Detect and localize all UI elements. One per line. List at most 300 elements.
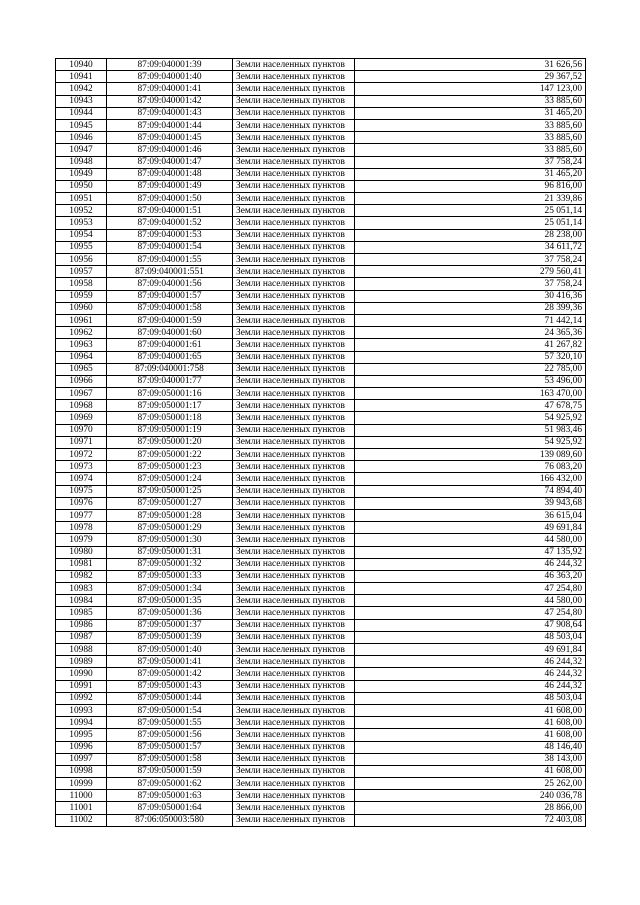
cadastral-number-cell: 87:09:040001:53 — [107, 229, 233, 241]
table-row — [56, 765, 586, 777]
table-row — [56, 607, 586, 619]
table-row — [56, 741, 586, 753]
table-row — [56, 363, 586, 375]
table-row — [56, 132, 586, 144]
cadastral-value-cell: 33 885,60 — [355, 95, 586, 107]
land-category-cell: Земли населенных пунктов — [233, 83, 355, 95]
table-row — [56, 254, 586, 266]
row-number-cell: 10997 — [56, 753, 107, 765]
row-number-cell: 11000 — [56, 790, 107, 802]
cadastral-value-cell: 34 611,72 — [355, 241, 586, 253]
row-number-cell: 10966 — [56, 375, 107, 387]
cadastral-value-cell: 46 244,32 — [355, 656, 586, 668]
land-category-cell: Земли населенных пунктов — [233, 595, 355, 607]
table-row — [56, 558, 586, 570]
cadastral-value-cell: 54 925,92 — [355, 412, 586, 424]
land-category-cell: Земли населенных пунктов — [233, 814, 355, 826]
cadastral-number-cell: 87:09:050001:27 — [107, 497, 233, 509]
land-category-cell: Земли населенных пунктов — [233, 400, 355, 412]
row-number-cell: 10946 — [56, 132, 107, 144]
cadastral-value-cell: 33 885,60 — [355, 119, 586, 131]
cadastral-value-cell: 147 123,00 — [355, 83, 586, 95]
row-number-cell: 10992 — [56, 692, 107, 704]
table-row — [56, 302, 586, 314]
cadastral-number-cell: 87:09:050001:44 — [107, 692, 233, 704]
land-category-cell: Земли населенных пунктов — [233, 753, 355, 765]
row-number-cell: 10970 — [56, 424, 107, 436]
row-number-cell: 10983 — [56, 583, 107, 595]
cadastral-value-cell: 33 885,60 — [355, 132, 586, 144]
table-row — [56, 583, 586, 595]
row-number-cell: 10962 — [56, 327, 107, 339]
table-row — [56, 692, 586, 704]
table-row — [56, 802, 586, 814]
cadastral-number-cell: 87:09:050001:41 — [107, 656, 233, 668]
land-category-cell: Земли населенных пунктов — [233, 534, 355, 546]
cadastral-value-cell: 47 908,64 — [355, 619, 586, 631]
cadastral-number-cell: 87:09:050001:31 — [107, 546, 233, 558]
cadastral-number-cell: 87:09:040001:44 — [107, 119, 233, 131]
land-category-cell: Земли населенных пунктов — [233, 424, 355, 436]
table-row — [56, 412, 586, 424]
row-number-cell: 10951 — [56, 193, 107, 205]
table-row — [56, 656, 586, 668]
land-category-cell: Земли населенных пунктов — [233, 266, 355, 278]
cadastral-value-cell: 41 608,00 — [355, 704, 586, 716]
land-category-cell: Земли населенных пунктов — [233, 729, 355, 741]
table-row — [56, 631, 586, 643]
row-number-cell: 10942 — [56, 83, 107, 95]
cadastral-number-cell: 87:09:050001:32 — [107, 558, 233, 570]
table-row — [56, 644, 586, 656]
cadastral-number-cell: 87:09:040001:48 — [107, 168, 233, 180]
land-category-cell: Земли населенных пунктов — [233, 278, 355, 290]
row-number-cell: 10986 — [56, 619, 107, 631]
cadastral-number-cell: 87:09:040001:61 — [107, 339, 233, 351]
cadastral-value-cell: 38 143,00 — [355, 753, 586, 765]
table-row — [56, 327, 586, 339]
table-row — [56, 485, 586, 497]
land-category-cell: Земли населенных пунктов — [233, 241, 355, 253]
row-number-cell: 10954 — [56, 229, 107, 241]
land-category-cell: Земли населенных пунктов — [233, 132, 355, 144]
cadastral-number-cell: 87:09:040001:56 — [107, 278, 233, 290]
table-row — [56, 107, 586, 119]
table-row — [56, 509, 586, 521]
table-row — [56, 339, 586, 351]
cadastral-number-cell: 87:09:040001:45 — [107, 132, 233, 144]
table-row — [56, 375, 586, 387]
cadastral-value-cell: 41 608,00 — [355, 729, 586, 741]
cadastral-value-cell: 24 365,36 — [355, 327, 586, 339]
row-number-cell: 11002 — [56, 814, 107, 826]
table-row — [56, 400, 586, 412]
cadastral-number-cell: 87:09:040001:43 — [107, 107, 233, 119]
table-row — [56, 205, 586, 217]
cadastral-value-cell: 96 816,00 — [355, 180, 586, 192]
table-row — [56, 119, 586, 131]
land-category-cell: Земли населенных пунктов — [233, 351, 355, 363]
row-number-cell: 10980 — [56, 546, 107, 558]
land-category-cell: Земли населенных пунктов — [233, 339, 355, 351]
table-row — [56, 217, 586, 229]
cadastral-value-cell: 240 036,78 — [355, 790, 586, 802]
cadastral-value-cell: 47 254,80 — [355, 607, 586, 619]
table-row — [56, 241, 586, 253]
land-category-cell: Земли населенных пунктов — [233, 168, 355, 180]
row-number-cell: 10965 — [56, 363, 107, 375]
row-number-cell: 10996 — [56, 741, 107, 753]
row-number-cell: 10995 — [56, 729, 107, 741]
cadastral-number-cell: 87:09:050001:63 — [107, 790, 233, 802]
land-category-cell: Земли населенных пунктов — [233, 363, 355, 375]
cadastral-number-cell: 87:09:040001:49 — [107, 180, 233, 192]
land-category-cell: Земли населенных пунктов — [233, 193, 355, 205]
row-number-cell: 10968 — [56, 400, 107, 412]
table-row — [56, 278, 586, 290]
cadastral-number-cell: 87:09:050001:33 — [107, 570, 233, 582]
row-number-cell: 10959 — [56, 290, 107, 302]
table-row — [56, 449, 586, 461]
row-number-cell: 10940 — [56, 59, 107, 71]
cadastral-number-cell: 87:09:050001:42 — [107, 668, 233, 680]
cadastral-number-cell: 87:09:050001:23 — [107, 461, 233, 473]
land-category-cell: Земли населенных пунктов — [233, 704, 355, 716]
land-category-cell: Земли населенных пунктов — [233, 765, 355, 777]
row-number-cell: 10963 — [56, 339, 107, 351]
cadastral-number-cell: 87:09:050001:19 — [107, 424, 233, 436]
table-row — [56, 680, 586, 692]
land-category-cell: Земли населенных пунктов — [233, 412, 355, 424]
cadastral-value-cell: 28 399,36 — [355, 302, 586, 314]
row-number-cell: 10972 — [56, 449, 107, 461]
cadastral-value-cell: 47 678,75 — [355, 400, 586, 412]
row-number-cell: 10998 — [56, 765, 107, 777]
cadastral-number-cell: 87:09:050001:16 — [107, 388, 233, 400]
row-number-cell: 10988 — [56, 644, 107, 656]
row-number-cell: 10950 — [56, 180, 107, 192]
land-category-cell: Земли населенных пунктов — [233, 607, 355, 619]
cadastral-value-cell: 47 254,80 — [355, 583, 586, 595]
cadastral-number-cell: 87:09:040001:60 — [107, 327, 233, 339]
land-category-cell: Земли населенных пунктов — [233, 619, 355, 631]
land-category-cell: Земли населенных пунктов — [233, 583, 355, 595]
cadastral-value-cell: 74 894,40 — [355, 485, 586, 497]
cadastral-value-cell: 54 925,92 — [355, 436, 586, 448]
land-category-cell: Земли населенных пунктов — [233, 522, 355, 534]
row-number-cell: 10976 — [56, 497, 107, 509]
table-row — [56, 778, 586, 790]
land-category-cell: Земли населенных пунктов — [233, 473, 355, 485]
cadastral-number-cell: 87:09:050001:22 — [107, 449, 233, 461]
table-row — [56, 156, 586, 168]
cadastral-number-cell: 87:09:040001:52 — [107, 217, 233, 229]
cadastral-value-cell: 44 580,00 — [355, 534, 586, 546]
land-category-cell: Земли населенных пунктов — [233, 217, 355, 229]
table-row — [56, 790, 586, 802]
land-category-cell: Земли населенных пунктов — [233, 156, 355, 168]
land-category-cell: Земли населенных пунктов — [233, 59, 355, 71]
row-number-cell: 10971 — [56, 436, 107, 448]
row-number-cell: 10987 — [56, 631, 107, 643]
land-category-cell: Земли населенных пунктов — [233, 71, 355, 83]
table-row — [56, 595, 586, 607]
cadastral-value-cell: 46 244,32 — [355, 680, 586, 692]
cadastral-number-cell: 87:09:050001:43 — [107, 680, 233, 692]
cadastral-value-cell: 51 983,46 — [355, 424, 586, 436]
cadastral-value-cell: 279 560,41 — [355, 266, 586, 278]
table-row — [56, 180, 586, 192]
land-category-cell: Земли населенных пунктов — [233, 644, 355, 656]
row-number-cell: 10989 — [56, 656, 107, 668]
row-number-cell: 10993 — [56, 704, 107, 716]
cadastral-value-table — [55, 58, 586, 827]
table-row — [56, 59, 586, 71]
cadastral-value-cell: 166 432,00 — [355, 473, 586, 485]
cadastral-number-cell: 87:09:040001:551 — [107, 266, 233, 278]
row-number-cell: 10973 — [56, 461, 107, 473]
cadastral-number-cell: 87:09:050001:28 — [107, 509, 233, 521]
land-category-cell: Земли населенных пунктов — [233, 570, 355, 582]
table-row — [56, 351, 586, 363]
row-number-cell: 10955 — [56, 241, 107, 253]
table-row — [56, 266, 586, 278]
cadastral-number-cell: 87:09:050001:30 — [107, 534, 233, 546]
land-category-cell: Земли населенных пунктов — [233, 558, 355, 570]
land-category-cell: Земли населенных пунктов — [233, 302, 355, 314]
cadastral-value-cell: 49 691,84 — [355, 522, 586, 534]
row-number-cell: 10945 — [56, 119, 107, 131]
table-row — [56, 534, 586, 546]
land-category-cell: Земли населенных пунктов — [233, 680, 355, 692]
land-category-cell: Земли населенных пунктов — [233, 741, 355, 753]
land-category-cell: Земли населенных пунктов — [233, 327, 355, 339]
cadastral-number-cell: 87:09:050001:57 — [107, 741, 233, 753]
cadastral-value-cell: 49 691,84 — [355, 644, 586, 656]
row-number-cell: 10957 — [56, 266, 107, 278]
row-number-cell: 10982 — [56, 570, 107, 582]
cadastral-number-cell: 87:09:040001:51 — [107, 205, 233, 217]
land-category-cell: Земли населенных пунктов — [233, 778, 355, 790]
row-number-cell: 10999 — [56, 778, 107, 790]
cadastral-value-cell: 163 470,00 — [355, 388, 586, 400]
row-number-cell: 10981 — [56, 558, 107, 570]
table-row — [56, 668, 586, 680]
cadastral-number-cell: 87:09:040001:77 — [107, 375, 233, 387]
cadastral-number-cell: 87:09:050001:58 — [107, 753, 233, 765]
table-row — [56, 729, 586, 741]
cadastral-number-cell: 87:09:050001:59 — [107, 765, 233, 777]
cadastral-value-cell: 36 615,04 — [355, 509, 586, 521]
cadastral-value-cell: 41 608,00 — [355, 717, 586, 729]
table-row — [56, 473, 586, 485]
cadastral-value-cell: 72 403,08 — [355, 814, 586, 826]
row-number-cell: 11001 — [56, 802, 107, 814]
row-number-cell: 10984 — [56, 595, 107, 607]
cadastral-number-cell: 87:09:040001:41 — [107, 83, 233, 95]
row-number-cell: 10969 — [56, 412, 107, 424]
table-row — [56, 570, 586, 582]
cadastral-value-cell: 41 608,00 — [355, 765, 586, 777]
cadastral-value-cell: 44 580,00 — [355, 595, 586, 607]
cadastral-number-cell: 87:09:050001:36 — [107, 607, 233, 619]
cadastral-number-cell: 87:09:040001:55 — [107, 254, 233, 266]
cadastral-value-cell: 28 866,00 — [355, 802, 586, 814]
cadastral-value-cell: 22 785,00 — [355, 363, 586, 375]
cadastral-number-cell: 87:09:040001:758 — [107, 363, 233, 375]
cadastral-number-cell: 87:09:050001:18 — [107, 412, 233, 424]
table-row — [56, 71, 586, 83]
row-number-cell: 10952 — [56, 205, 107, 217]
cadastral-number-cell: 87:09:040001:59 — [107, 314, 233, 326]
cadastral-number-cell: 87:09:050001:17 — [107, 400, 233, 412]
cadastral-value-cell: 33 885,60 — [355, 144, 586, 156]
cadastral-value-cell: 71 442,14 — [355, 314, 586, 326]
cadastral-value-cell: 39 943,68 — [355, 497, 586, 509]
table-row — [56, 290, 586, 302]
cadastral-value-cell: 76 083,20 — [355, 461, 586, 473]
land-category-cell: Земли населенных пунктов — [233, 144, 355, 156]
table-row — [56, 717, 586, 729]
row-number-cell: 10949 — [56, 168, 107, 180]
cadastral-number-cell: 87:09:050001:35 — [107, 595, 233, 607]
cadastral-value-cell: 30 416,36 — [355, 290, 586, 302]
cadastral-value-cell: 139 089,60 — [355, 449, 586, 461]
land-category-cell: Земли населенных пунктов — [233, 375, 355, 387]
row-number-cell: 10978 — [56, 522, 107, 534]
land-category-cell: Земли населенных пунктов — [233, 546, 355, 558]
cadastral-number-cell: 87:09:040001:58 — [107, 302, 233, 314]
land-category-cell: Земли населенных пунктов — [233, 388, 355, 400]
cadastral-value-cell: 31 626,56 — [355, 59, 586, 71]
land-category-cell: Земли населенных пунктов — [233, 802, 355, 814]
row-number-cell: 10944 — [56, 107, 107, 119]
cadastral-number-cell: 87:09:050001:29 — [107, 522, 233, 534]
land-category-cell: Земли населенных пунктов — [233, 497, 355, 509]
cadastral-value-cell: 28 238,00 — [355, 229, 586, 241]
row-number-cell: 10979 — [56, 534, 107, 546]
row-number-cell: 10948 — [56, 156, 107, 168]
cadastral-number-cell: 87:09:050001:40 — [107, 644, 233, 656]
table-row — [56, 314, 586, 326]
land-category-cell: Земли населенных пунктов — [233, 436, 355, 448]
cadastral-value-cell: 25 262,00 — [355, 778, 586, 790]
table-row — [56, 83, 586, 95]
row-number-cell: 10994 — [56, 717, 107, 729]
table-row — [56, 619, 586, 631]
land-category-cell: Земли населенных пунктов — [233, 119, 355, 131]
cadastral-value-cell: 37 758,24 — [355, 278, 586, 290]
table-row — [56, 144, 586, 156]
table-row — [56, 704, 586, 716]
table-row — [56, 229, 586, 241]
land-category-cell: Земли населенных пунктов — [233, 461, 355, 473]
cadastral-number-cell: 87:09:050001:25 — [107, 485, 233, 497]
cadastral-value-cell: 31 465,20 — [355, 168, 586, 180]
table-row — [56, 95, 586, 107]
land-category-cell: Земли населенных пунктов — [233, 485, 355, 497]
row-number-cell: 10991 — [56, 680, 107, 692]
row-number-cell: 10960 — [56, 302, 107, 314]
row-number-cell: 10990 — [56, 668, 107, 680]
cadastral-number-cell: 87:09:050001:39 — [107, 631, 233, 643]
row-number-cell: 10958 — [56, 278, 107, 290]
cadastral-value-cell: 21 339,86 — [355, 193, 586, 205]
cadastral-number-cell: 87:09:050001:64 — [107, 802, 233, 814]
table-row — [56, 522, 586, 534]
cadastral-number-cell: 87:09:050001:24 — [107, 473, 233, 485]
cadastral-number-cell: 87:09:040001:54 — [107, 241, 233, 253]
cadastral-value-cell: 48 503,04 — [355, 631, 586, 643]
table-body — [56, 59, 586, 827]
cadastral-value-cell: 29 367,52 — [355, 71, 586, 83]
cadastral-value-cell: 48 503,04 — [355, 692, 586, 704]
land-category-cell: Земли населенных пунктов — [233, 229, 355, 241]
cadastral-value-cell: 31 465,20 — [355, 107, 586, 119]
cadastral-value-cell: 41 267,82 — [355, 339, 586, 351]
land-category-cell: Земли населенных пунктов — [233, 509, 355, 521]
land-category-cell: Земли населенных пунктов — [233, 790, 355, 802]
cadastral-number-cell: 87:09:040001:57 — [107, 290, 233, 302]
row-number-cell: 10985 — [56, 607, 107, 619]
cadastral-number-cell: 87:09:040001:47 — [107, 156, 233, 168]
land-category-cell: Земли населенных пунктов — [233, 631, 355, 643]
cadastral-number-cell: 87:09:040001:42 — [107, 95, 233, 107]
row-number-cell: 10953 — [56, 217, 107, 229]
cadastral-number-cell: 87:09:040001:40 — [107, 71, 233, 83]
cadastral-number-cell: 87:09:050001:34 — [107, 583, 233, 595]
land-category-cell: Земли населенных пунктов — [233, 180, 355, 192]
cadastral-value-cell: 46 244,32 — [355, 558, 586, 570]
row-number-cell: 10941 — [56, 71, 107, 83]
land-category-cell: Земли населенных пунктов — [233, 449, 355, 461]
row-number-cell: 10977 — [56, 509, 107, 521]
cadastral-number-cell: 87:09:050001:55 — [107, 717, 233, 729]
cadastral-number-cell: 87:09:040001:65 — [107, 351, 233, 363]
cadastral-value-cell: 46 244,32 — [355, 668, 586, 680]
table-row — [56, 814, 586, 826]
row-number-cell: 10967 — [56, 388, 107, 400]
cadastral-value-cell: 53 496,00 — [355, 375, 586, 387]
land-category-cell: Земли населенных пунктов — [233, 668, 355, 680]
land-category-cell: Земли населенных пунктов — [233, 314, 355, 326]
cadastral-number-cell: 87:09:050001:37 — [107, 619, 233, 631]
land-category-cell: Земли населенных пунктов — [233, 205, 355, 217]
cadastral-value-cell: 46 363,20 — [355, 570, 586, 582]
table-row — [56, 546, 586, 558]
table-row — [56, 753, 586, 765]
land-category-cell: Земли населенных пунктов — [233, 107, 355, 119]
cadastral-value-cell: 37 758,24 — [355, 254, 586, 266]
row-number-cell: 10975 — [56, 485, 107, 497]
cadastral-number-cell: 87:09:040001:39 — [107, 59, 233, 71]
row-number-cell: 10947 — [56, 144, 107, 156]
cadastral-number-cell: 87:09:040001:46 — [107, 144, 233, 156]
row-number-cell: 10943 — [56, 95, 107, 107]
cadastral-value-cell: 37 758,24 — [355, 156, 586, 168]
table-row — [56, 497, 586, 509]
cadastral-value-cell: 57 320,10 — [355, 351, 586, 363]
table-row — [56, 193, 586, 205]
cadastral-number-cell: 87:09:050001:62 — [107, 778, 233, 790]
table-row — [56, 168, 586, 180]
cadastral-value-cell: 25 051,14 — [355, 217, 586, 229]
land-category-cell: Земли населенных пунктов — [233, 290, 355, 302]
land-category-cell: Земли населенных пунктов — [233, 717, 355, 729]
cadastral-value-cell: 25 051,14 — [355, 205, 586, 217]
table-row — [56, 388, 586, 400]
land-category-cell: Земли населенных пунктов — [233, 656, 355, 668]
